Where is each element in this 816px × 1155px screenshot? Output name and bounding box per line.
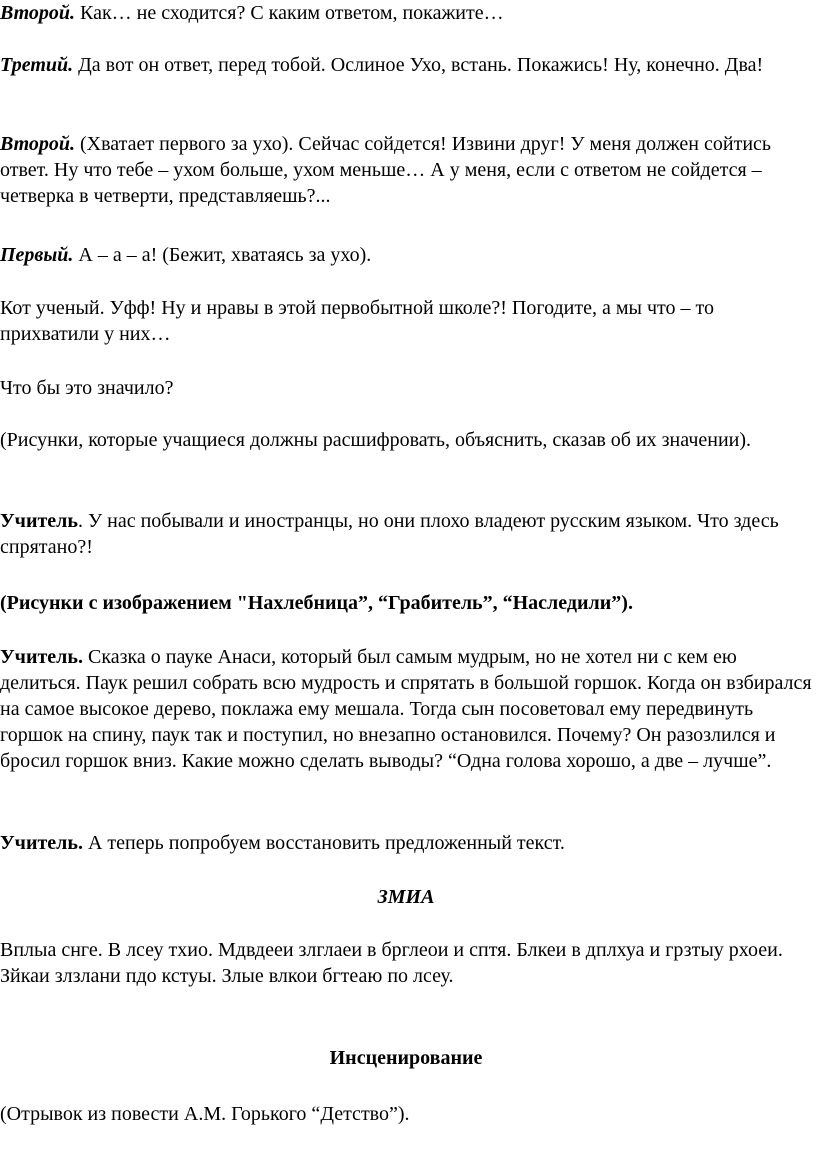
paragraph-text: А теперь попробуем восстановить предложенный текст. [82, 832, 565, 854]
paragraph-text: Кот ученый. Уфф! Ну и нравы в этой первобытной школе?! Погодите, а мы что – то прихватили у них… [0, 297, 714, 345]
paragraph-text: . У нас побывали и иностранцы, но они плохо владеют русским языком. Что здесь спрятано?! [0, 510, 779, 558]
paragraph-text: Сказка о пауке Анаси, который был самым мудрым, но не хотел ни с кем ею делиться. Паук решил собрать всю мудрость и спрятать в большой горшок. Когда он взбирался на самое высокое дерево, поклажа ему мешала. Тогда сын посоветовал ему передвинуть горшок на спину, паук так и поступил, но внезапно остановился. Почему? Он разозлился и бросил горшок вниз. Какие можно сделать выводы? “Одна голова хорошо, а две – лучше”. [0, 646, 812, 772]
dialogue-paragraph-2 [0, 52, 812, 78]
paragraph-text: Как… не сходится? С каким ответом, покажите… [75, 2, 504, 24]
speaker-label: Учитель. [0, 646, 83, 668]
scrambled-text-paragraph [0, 937, 812, 989]
dialogue-paragraph-4 [0, 242, 812, 268]
teacher-paragraph-1 [0, 508, 812, 560]
paragraph-text: А – а – а! (Бежит, хватаясь за ухо). [73, 244, 372, 266]
speaker-label: Третий. [0, 54, 74, 76]
teacher-paragraph-2 [0, 644, 812, 774]
paragraph-text: (Рисунки, которые учащиеся должны расшифровать, объяснить, сказав об их значении). [0, 429, 752, 451]
section-title-zmia [0, 884, 812, 910]
question-paragraph [0, 375, 812, 401]
speaker-label: Учитель. [0, 832, 83, 854]
speaker-label: Учитель [0, 510, 78, 532]
paragraph-text: (Рисунки с изображением "Нахлебница”, “Грабитель”, “Наследили”). [0, 592, 633, 614]
excerpt-note-paragraph [0, 1101, 812, 1127]
section-title-staging [0, 1045, 812, 1071]
paragraph-text: (Хватает первого за ухо). Сейчас сойдется! Извини друг! У меня должен сойтись ответ. Ну что тебе – ухом больше, ухом меньше… А у меня, если с ответом не сойдется – четверка в четверти, представляешь?... [0, 133, 772, 207]
paragraph-text: ЗМИА [377, 886, 435, 908]
paragraph-text: Вплыа снге. В лсеу тхио. Мдвдееи злглаеи в брглеои и сптя. Блкеи в дплхуа и грзтыу рхоеи. Зйкаи злзлани пдо кстуы. Злые влкои бгтеаю по лсеу. [0, 939, 783, 987]
paragraph-text: (Отрывок из повести А.М. Горького “Детство”). [0, 1103, 410, 1125]
paragraph-text: Что бы это значило? [0, 377, 174, 399]
speaker-label: Второй. [0, 133, 75, 155]
dialogue-paragraph-1 [0, 0, 812, 26]
speaker-label: Второй. [0, 2, 75, 24]
dialogue-paragraph-3 [0, 131, 812, 209]
pictures-note-paragraph [0, 427, 812, 453]
pictures-titles-paragraph [0, 590, 812, 616]
teacher-paragraph-3 [0, 830, 812, 856]
speaker-label: Первый. [0, 244, 74, 266]
paragraph-text: Инсценирование [329, 1047, 483, 1069]
cat-paragraph [0, 295, 812, 347]
paragraph-text: Да вот он ответ, перед тобой. Ослиное Ухо, встань. Покажись! Ну, конечно. Два! [73, 54, 764, 76]
